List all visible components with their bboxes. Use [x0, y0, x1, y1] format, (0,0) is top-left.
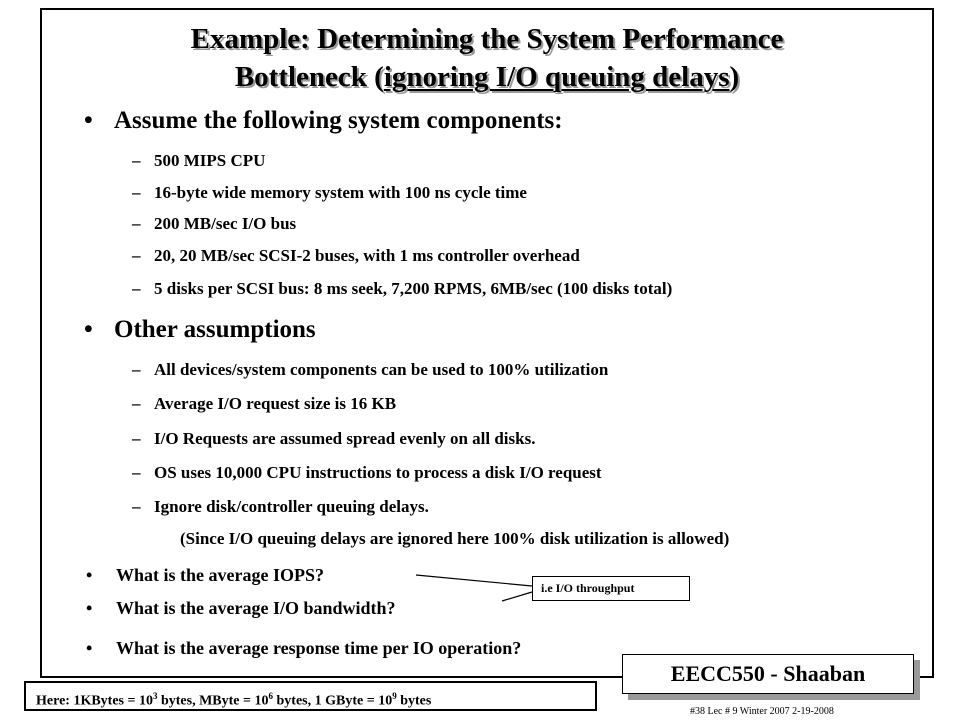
dash-icon: – — [132, 463, 141, 482]
dash-icon: – — [132, 214, 141, 233]
assumption-item: – All devices/system components can be used to 100% utilization — [132, 360, 609, 379]
component-item: – 200 MB/sec I/O bus — [132, 214, 297, 233]
bullet-icon: • — [86, 598, 93, 618]
bullet-icon: • — [84, 316, 93, 343]
unit-definitions-box: Here: 1KBytes = $10^3$ bytes, MByte = $10^6$ bytes, 1 GByte = $10^9$ bytes — [24, 681, 597, 711]
dash-icon: – — [132, 497, 141, 516]
title-prefix: Bottleneck ( — [234, 61, 384, 93]
question-response-time: • What is the average response time per IO operation? — [86, 638, 522, 658]
course-brand: EECC550 - Shaaban — [622, 654, 914, 694]
component-item: – 20, 20 MB/sec SCSI-2 buses, with 1 ms controller overhead — [132, 246, 580, 265]
dash-icon: – — [132, 279, 141, 298]
assumption-item: – Average I/O request size is 16 KB — [132, 394, 397, 413]
dash-icon: – — [132, 246, 141, 265]
bullet-icon: • — [86, 565, 93, 585]
bullet-icon: • — [86, 638, 93, 658]
title-suffix: ) — [729, 61, 740, 93]
dash-icon: – — [132, 183, 141, 202]
throughput-callout — [532, 576, 690, 601]
component-item: – 500 MIPS CPU — [132, 151, 266, 170]
component-item: – 5 disks per SCSI bus: 8 ms seek, 7,200 RPMS, 6MB/sec (100 disks total) — [132, 279, 673, 298]
slide-info: #38 Lec # 9 Winter 2007 2-19-2008 — [690, 706, 834, 717]
dash-icon: – — [132, 429, 141, 448]
assumption-item: – I/O Requests are assumed spread evenly on all disks. — [132, 429, 536, 448]
question-iops: • What is the average IOPS? — [86, 565, 324, 585]
assumption-item: – Ignore disk/controller queuing delays. — [132, 497, 429, 516]
dash-icon: – — [132, 151, 141, 170]
dash-icon: – — [132, 360, 141, 379]
heading-text: Assume the following system components: — [114, 107, 563, 134]
title-underlined-phrase: ignoring I/O queuing delays — [383, 61, 730, 93]
heading-text: Other assumptions — [114, 316, 316, 343]
dash-icon: – — [132, 394, 141, 413]
component-item: – 16-byte wide memory system with 100 ns cycle time — [132, 183, 527, 202]
connector-line-iops — [416, 575, 532, 586]
connector-line-bandwidth — [502, 592, 532, 601]
slide-title-line-1: Example: Determining the System Performance — [190, 23, 784, 55]
assumption-item: – OS uses 10,000 CPU instructions to process a disk I/O request — [132, 463, 602, 482]
question-bandwidth: • What is the average I/O bandwidth? — [86, 598, 396, 618]
callout-text: i.e I/O throughput — [541, 581, 635, 595]
bullet-icon: • — [84, 107, 93, 134]
queuing-note: (Since I/O queuing delays are ignored here 100% disk utilization is allowed) — [180, 529, 730, 548]
